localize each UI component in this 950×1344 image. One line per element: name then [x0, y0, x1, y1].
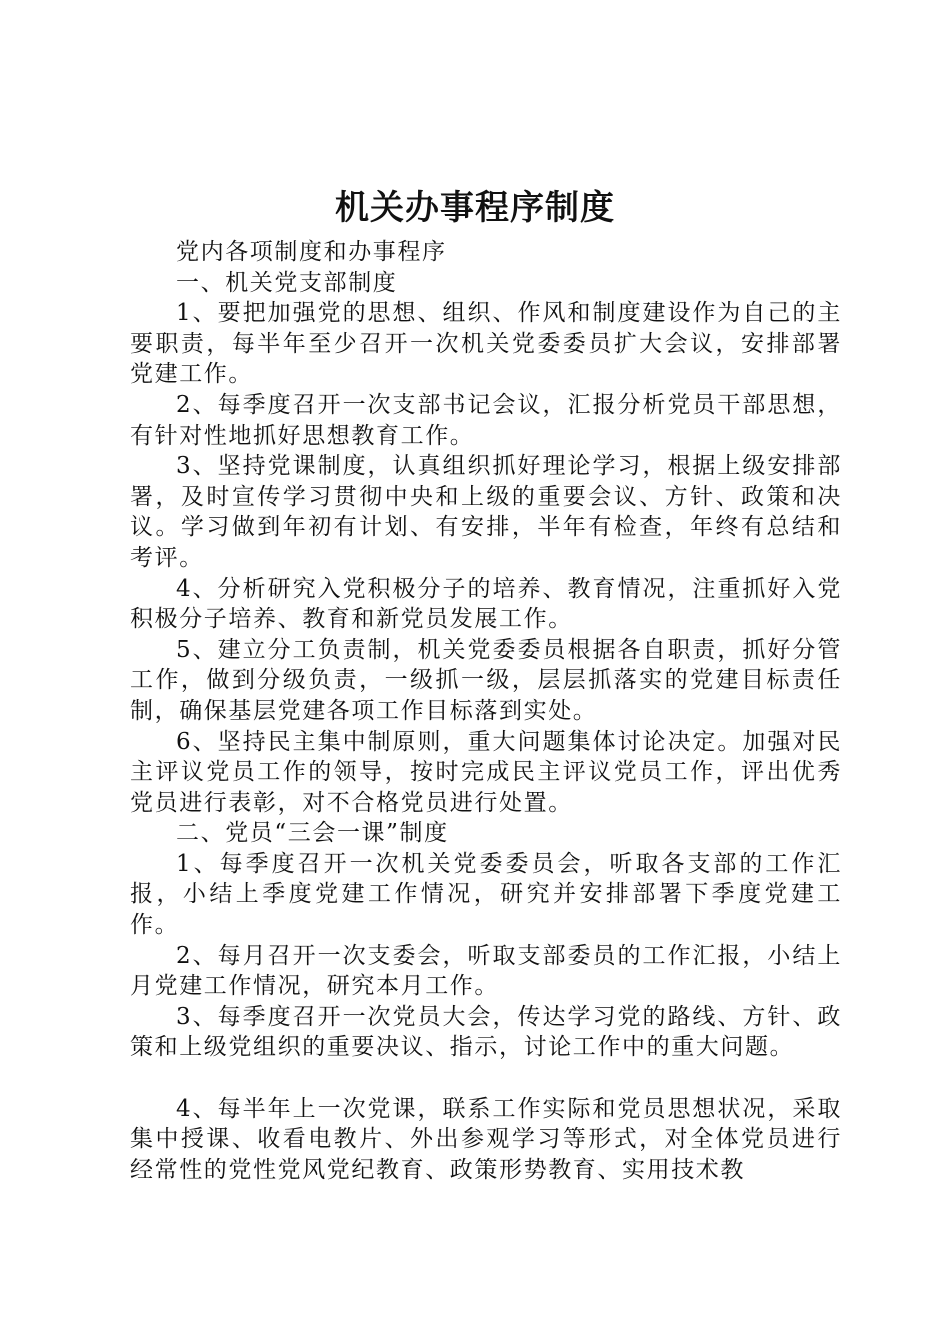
paragraph: 3、每季度召开一次党员大会，传达学习党的路线、方针、政策和上级党组织的重要决议、指示，讨论工作中的重大问题。 — [130, 1003, 842, 1061]
document-body — [130, 237, 842, 1185]
paragraph: 6、坚持民主集中制原则，重大问题集体讨论决定。加强对民主评议党员工作的领导，按时完成民主评议党员工作，评出优秀党员进行表彰，对不合格党员进行处置。 — [130, 728, 842, 816]
document-title: 机关办事程序制度 — [335, 188, 615, 228]
paragraph: 1、要把加强党的思想、组织、作风和制度建设作为自己的主要职责，每半年至少召开一次机关党委委员扩大会议，安排部署党建工作。 — [130, 300, 842, 388]
paragraph: 5、建立分工负责制，机关党委委员根据各自职责，抓好分管工作，做到分级负责，一级抓一级，层层抓落实的党建目标责任制，确保基层党建各项工作目标落到实处。 — [130, 636, 842, 724]
paragraph-subtitle: 党内各项制度和办事程序 — [176, 239, 447, 265]
paragraph: 4、分析研究入党积极分子的培养、教育情况，注重抓好入党积极分子培养、教育和新党员发展工作。 — [130, 575, 842, 633]
section-heading-1: 一、机关党支部制度 — [176, 269, 398, 296]
paragraph: 2、每季度召开一次支部书记会议，汇报分析党员干部思想，有针对性地抓好思想教育工作。 — [130, 391, 842, 449]
paragraph: 4、每半年上一次党课，联系工作实际和党员思想状况，采取集中授课、收看电教片、外出参观学习等形式，对全体党员进行经常性的党性党风党纪教育、政策形势教育、实用技术教 — [130, 1095, 842, 1183]
blank-line — [130, 1063, 842, 1094]
paragraph: 3、坚持党课制度，认真组织抓好理论学习，根据上级安排部署，及时宣传学习贯彻中央和上级的重要会议、方针、政策和决议。学习做到年初有计划、有安排，半年有检查，年终有总结和考评。 — [130, 453, 842, 571]
paragraph: 1、每季度召开一次机关党委委员会，听取各支部的工作汇报，小结上季度党建工作情况，研究并安排部署下季度党建工作。 — [130, 850, 842, 939]
paragraph: 2、每月召开一次支委会，听取支部委员的工作汇报，小结上月党建工作情况，研究本月工作。 — [130, 942, 842, 1000]
section-heading-2: 二、党员“三会一课”制度 — [176, 820, 449, 847]
